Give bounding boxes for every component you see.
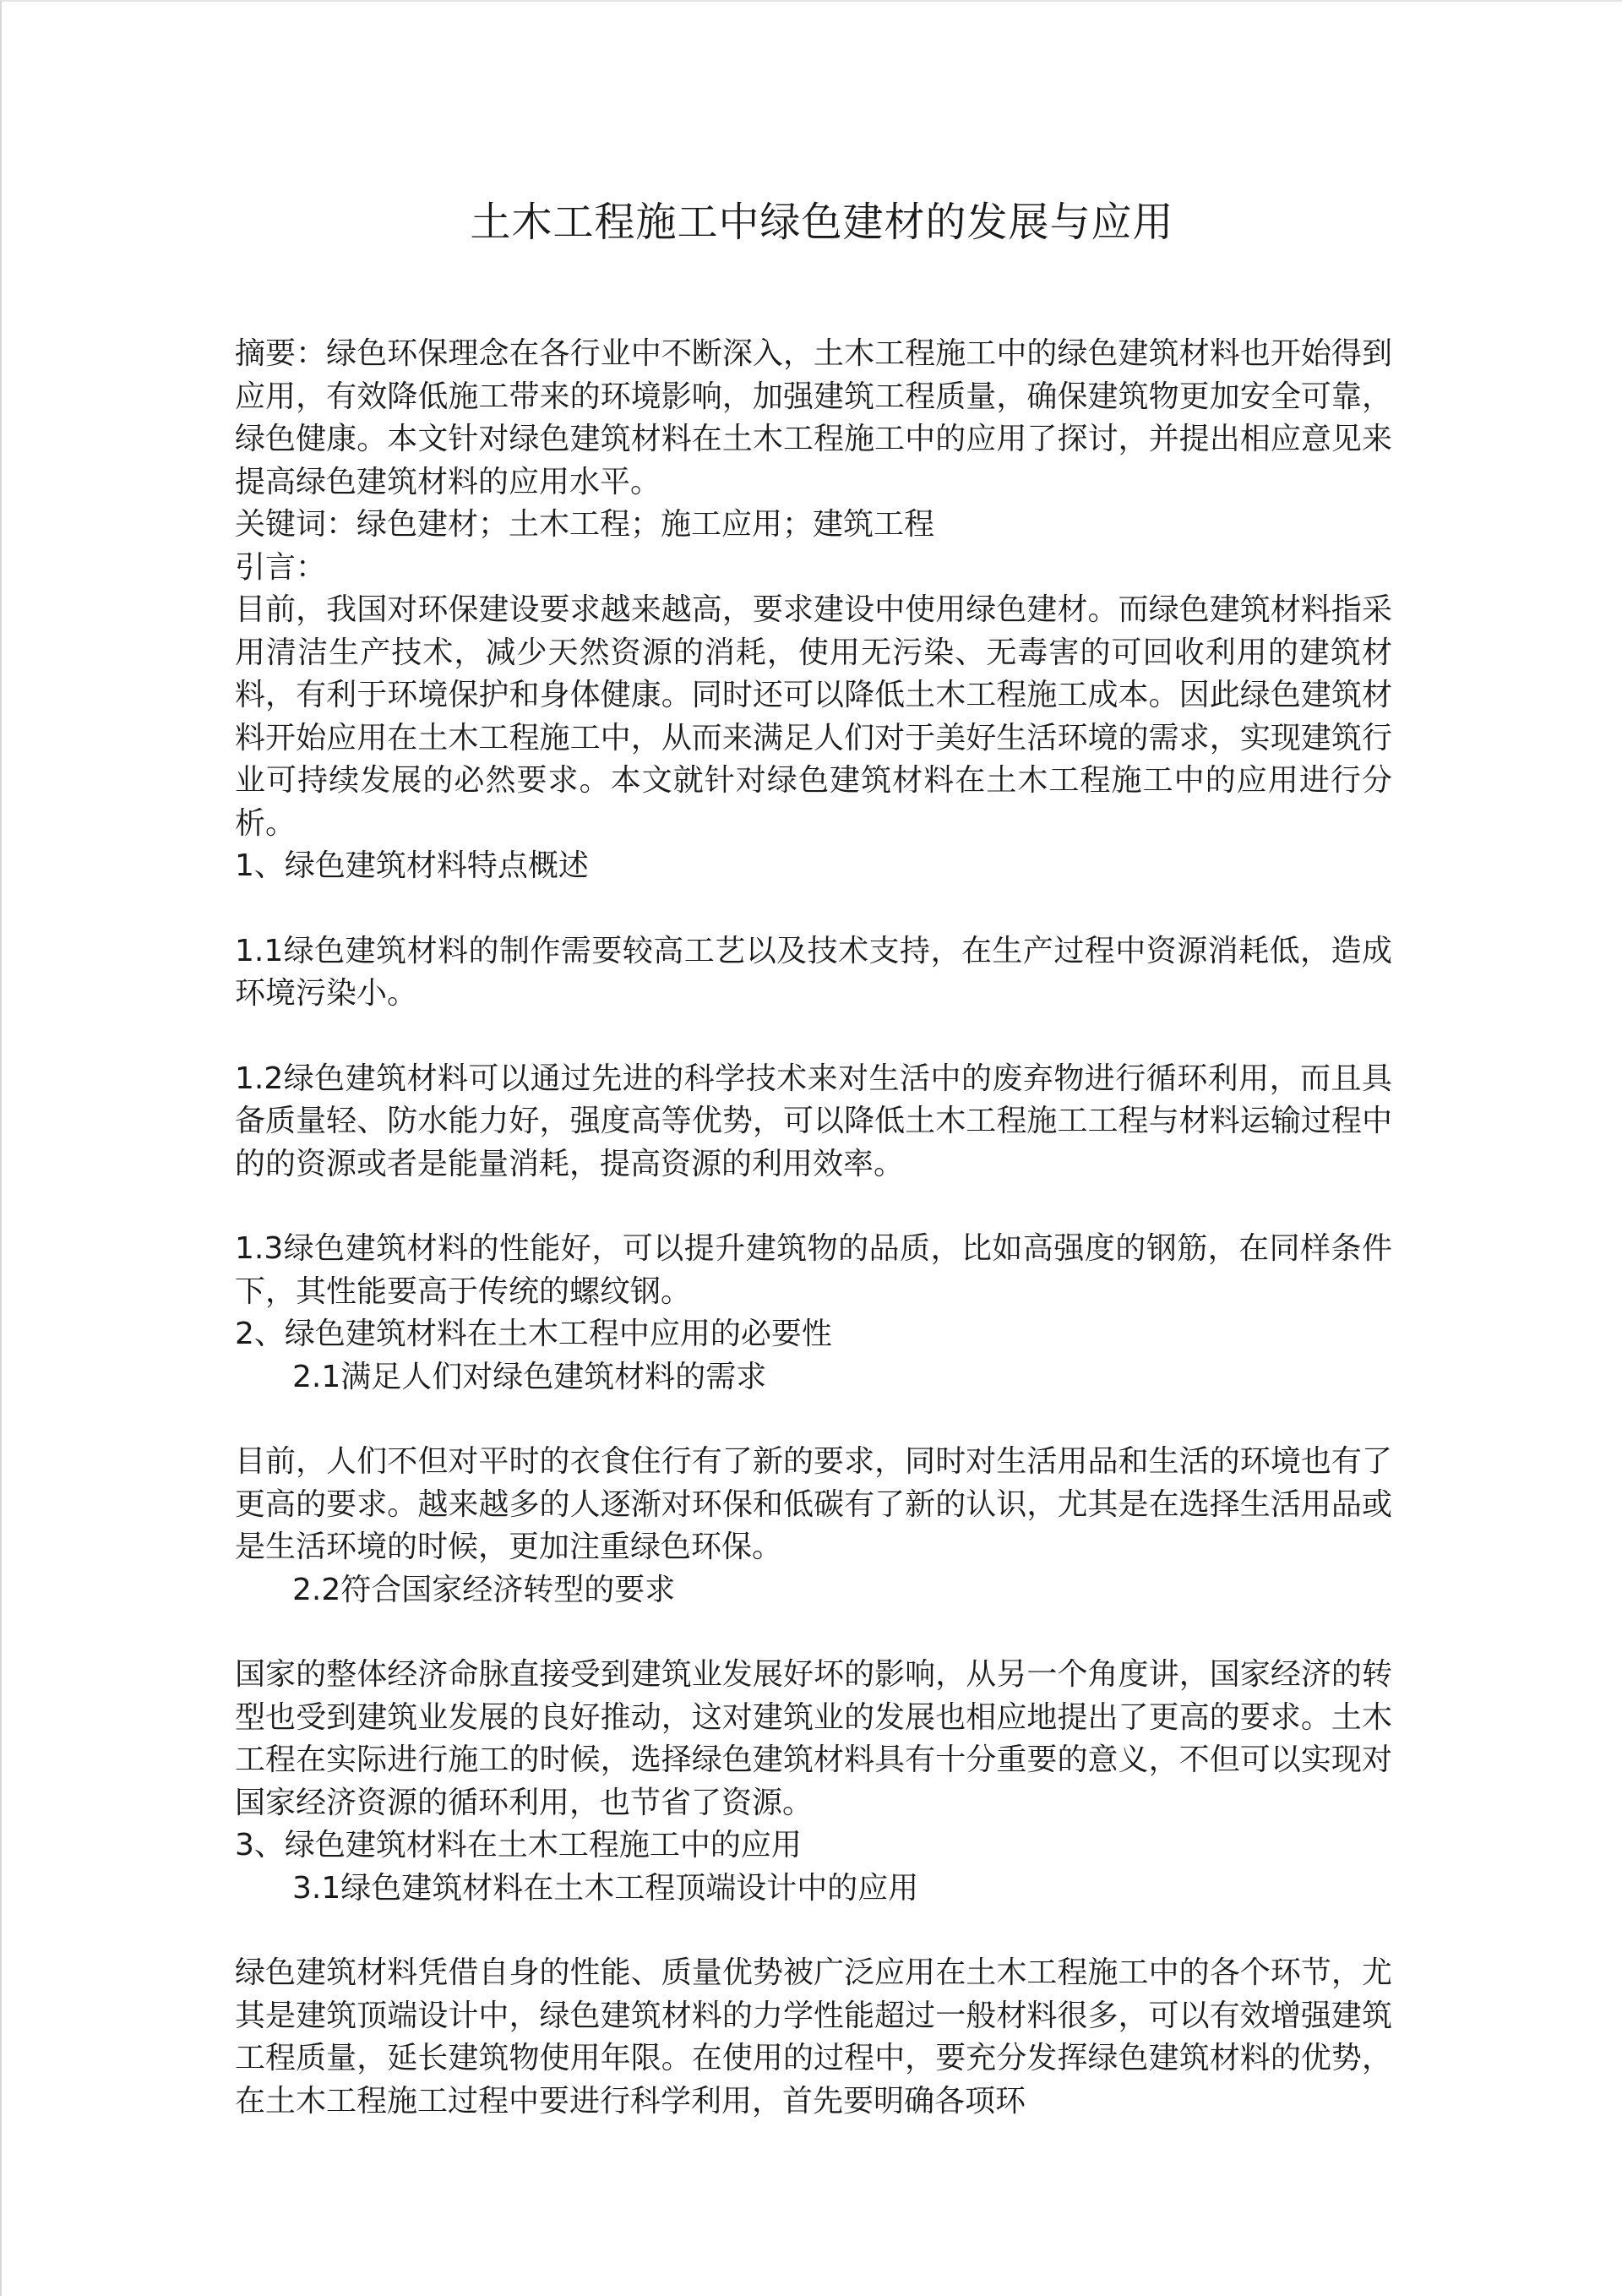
paragraph-spacer: [235, 888, 1392, 930]
section-3-heading: 3、绿色建筑材料在土木工程施工中的应用: [235, 1828, 802, 1862]
section-2-heading: 2、绿色建筑材料在土木工程中应用的必要性: [235, 1317, 832, 1351]
section-1-heading: 1、绿色建筑材料特点概述: [235, 848, 589, 883]
document-title: 土木工程施工中绿色建材的发展与应用: [470, 199, 1174, 246]
paragraph-spacer: [235, 1186, 1392, 1228]
section-1-2-paragraph: 1.2绿色建筑材料可以通过先进的科学技术来对生活中的废弃物进行循环利用，而且具备质量轻、防水能力好，强度高等优势，可以降低土木工程施工工程与材料运输过程中的的资源或者是能量消耗，提高资源的利用效率。: [235, 1061, 1392, 1181]
section-1-1-paragraph: 1.1绿色建筑材料的制作需要较高工艺以及技术支持，在生产过程中资源消耗低，造成环境污染小。: [235, 933, 1392, 1011]
section-2-2-heading: 2.2符合国家经济转型的要求: [292, 1572, 676, 1607]
paragraph-spacer: [235, 1399, 1392, 1441]
intro-paragraph: 目前，我国对环保建设要求越来越高，要求建设中使用绿色建材。而绿色建筑材料指采用清洁生产技术，减少天然资源的消耗，使用无污染、无毒害的可回收利用的建筑材料，有利于环境保护和身体健康。同时还可以降低土木工程施工成本。因此绿色建筑材料开始应用在土木工程施工中，从而来满足人们对于美好生活环境的需求，实现建筑行业可持续发展的必然要求。本文就针对绿色建筑材料在土木工程施工中的应用进行分析。: [235, 592, 1392, 841]
document-body: [235, 193, 1392, 2123]
section-3-1-heading: 3.1绿色建筑材料在土木工程顶端设计中的应用: [292, 1870, 919, 1906]
intro-heading: 引言：: [235, 549, 327, 585]
section-3-1-paragraph: 绿色建筑材料凭借自身的性能、质量优势被广泛应用在土木工程施工中的各个环节，尤其是建筑顶端设计中，绿色建筑材料的力学性能超过一般材料很多，可以有效增强建筑工程质量，延长建筑物使用年限。在使用的过程中，要充分发挥绿色建筑材料的优势，在土木工程施工过程中要进行科学利用，首先要明确各项环: [235, 1955, 1392, 2119]
section-1-3-paragraph: 1.3绿色建筑材料的性能好，可以提升建筑物的品质，比如高强度的钢筋，在同样条件下，其性能要高于传统的螺纹钢。: [235, 1231, 1392, 1309]
keywords-line: 关键词：绿色建材；土木工程；施工应用；建筑工程: [235, 507, 935, 542]
paragraph-spacer: [235, 1612, 1392, 1654]
paragraph-spacer: [235, 1016, 1392, 1058]
section-2-1-paragraph: 目前，人们不但对平时的衣食住行有了新的要求，同时对生活用品和生活的环境也有了更高的要求。越来越多的人逐渐对环保和低碳有了新的认识，尤其是在选择生活用品或是生活环境的时候，更加注重绿色环保。: [235, 1444, 1392, 1564]
abstract-paragraph: 摘要：绿色环保理念在各行业中不断深入，土木工程施工中的绿色建筑材料也开始得到应用，有效降低施工带来的环境影响，加强建筑工程质量，确保建筑物更加安全可靠，绿色健康。本文针对绿色建筑材料在土木工程施工中的应用了探讨，并提出相应意见来提高绿色建筑材料的应用水平。: [235, 336, 1392, 499]
section-2-1-heading: 2.1满足人们对绿色建筑材料的需求: [292, 1359, 767, 1394]
paragraph-spacer: [235, 1910, 1392, 1952]
section-2-2-paragraph: 国家的整体经济命脉直接受到建筑业发展好坏的影响，从另一个角度讲，国家经济的转型也受到建筑业发展的良好推动，这对建筑业的发展也相应地提出了更高的要求。土木工程在实际进行施工的时候，选择绿色建筑材料具有十分重要的意义，不但可以实现对国家经济资源的循环利用，也节省了资源。: [235, 1657, 1392, 1820]
